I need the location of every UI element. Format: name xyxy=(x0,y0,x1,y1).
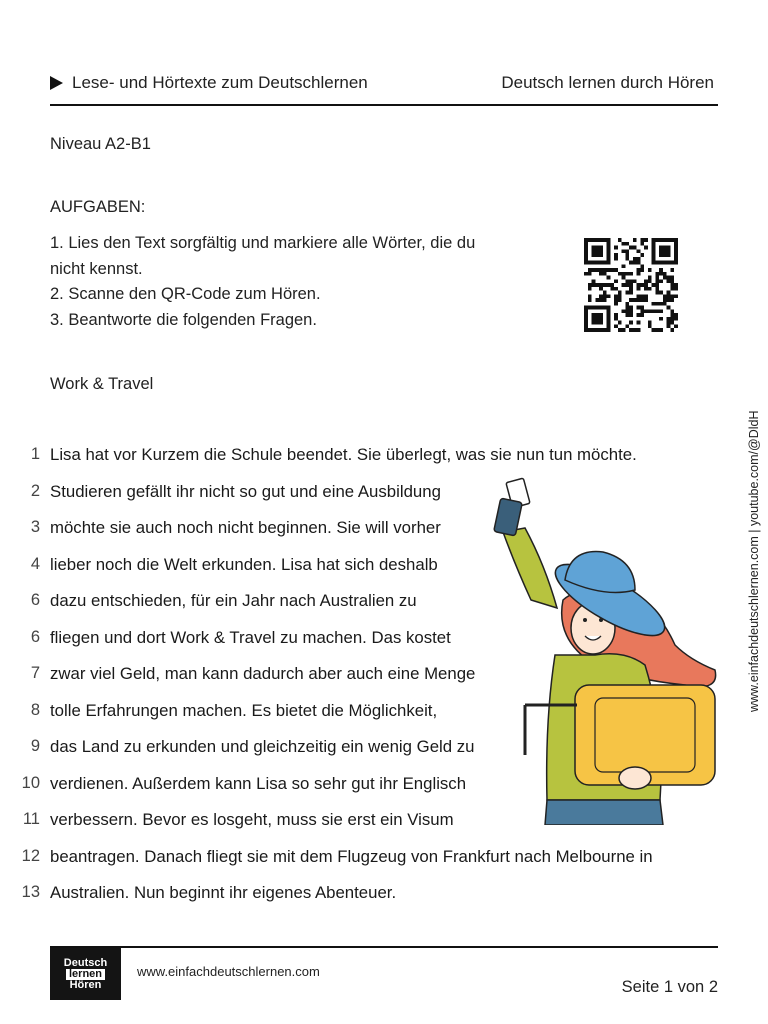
task-line: 1. Lies den Text sorgfältig und markiere alle Wörter, die du xyxy=(50,234,476,252)
story-line: fliegen und dort Work & Travel zu machen. Das kostet xyxy=(50,627,451,647)
story-line: dazu entschieden, für ein Jahr nach Australien zu xyxy=(50,591,417,610)
line-number: 13 xyxy=(21,883,40,901)
story-line: Australien. Nun beginnt ihr eigenes Abenteuer. xyxy=(50,883,397,902)
footer-url[interactable]: www.einfachdeutschlernen.com xyxy=(137,964,320,979)
logo-line: lernen xyxy=(66,969,105,980)
line-number: 10 xyxy=(21,773,40,792)
task-line: nicht kennst. xyxy=(50,259,143,278)
story-line: verdienen. Außerdem kann Lisa so sehr gut ihr Englisch xyxy=(50,773,467,793)
story-title: Work & Travel xyxy=(50,375,154,393)
qr-code[interactable] xyxy=(581,238,681,332)
play-icon xyxy=(50,76,63,90)
line-number: 12 xyxy=(21,846,40,865)
header-right-text: Deutsch lernen durch Hören xyxy=(501,73,714,92)
story-line: lieber noch die Welt erkunden. Lisa hat sich deshalb xyxy=(50,554,438,574)
traveler-illustration xyxy=(485,470,725,825)
line-number: 1 xyxy=(30,445,40,463)
header-divider xyxy=(50,104,718,106)
story-line: das Land zu erkunden und gleichzeitig ein wenig Geld zu xyxy=(50,737,475,756)
logo-line: Deutsch xyxy=(63,956,108,969)
story-line: zwar viel Geld, man kann dadurch aber auch eine Menge xyxy=(50,664,476,683)
line-number: 4 xyxy=(30,554,40,573)
logo-line: Hören xyxy=(69,978,102,991)
story-line: möchte sie auch noch nicht beginnen. Sie will vorher xyxy=(50,518,441,537)
story-line: verbessern. Bevor es losgeht, muss sie erst ein Visum xyxy=(50,810,454,829)
header-left-text: Lese- und Hörtexte zum Deutschlernen xyxy=(72,73,368,92)
story-line: tolle Erfahrungen machen. Es bietet die Möglichkeit, xyxy=(50,700,438,720)
story-line: Studieren gefällt ihr nicht so gut und eine Ausbildung xyxy=(50,481,441,501)
task-line: 3. Beantworte die folgenden Fragen. xyxy=(50,310,317,329)
line-number: 6 xyxy=(30,591,40,609)
brand-logo xyxy=(50,948,121,1000)
story-line: Lisa hat vor Kurzem die Schule beendet. Sie überlegt, was sie nun tun möchte. xyxy=(50,445,637,464)
header-left xyxy=(50,73,368,93)
line-number: 9 xyxy=(30,737,40,755)
task-line: 2. Scanne den QR-Code zum Hören. xyxy=(50,285,321,303)
line-number: 11 xyxy=(22,810,40,828)
page-number: Seite 1 von 2 xyxy=(621,978,718,996)
line-number: 6 xyxy=(30,627,40,646)
level-label: Niveau A2-B1 xyxy=(50,135,151,153)
story-line: beantragen. Danach fliegt sie mit dem Flugzeug von Frankfurt nach Melbourne in xyxy=(50,846,653,866)
tasks-heading: AUFGABEN: xyxy=(50,198,146,216)
line-number: 3 xyxy=(30,518,40,536)
footer-divider xyxy=(50,946,718,948)
side-website-text: www.einfachdeutschlernen.com | youtube.com/@DldH xyxy=(747,410,761,712)
line-number: 7 xyxy=(30,664,40,682)
line-number: 2 xyxy=(30,481,40,500)
tasks-list xyxy=(50,231,550,333)
line-number: 8 xyxy=(30,700,40,719)
